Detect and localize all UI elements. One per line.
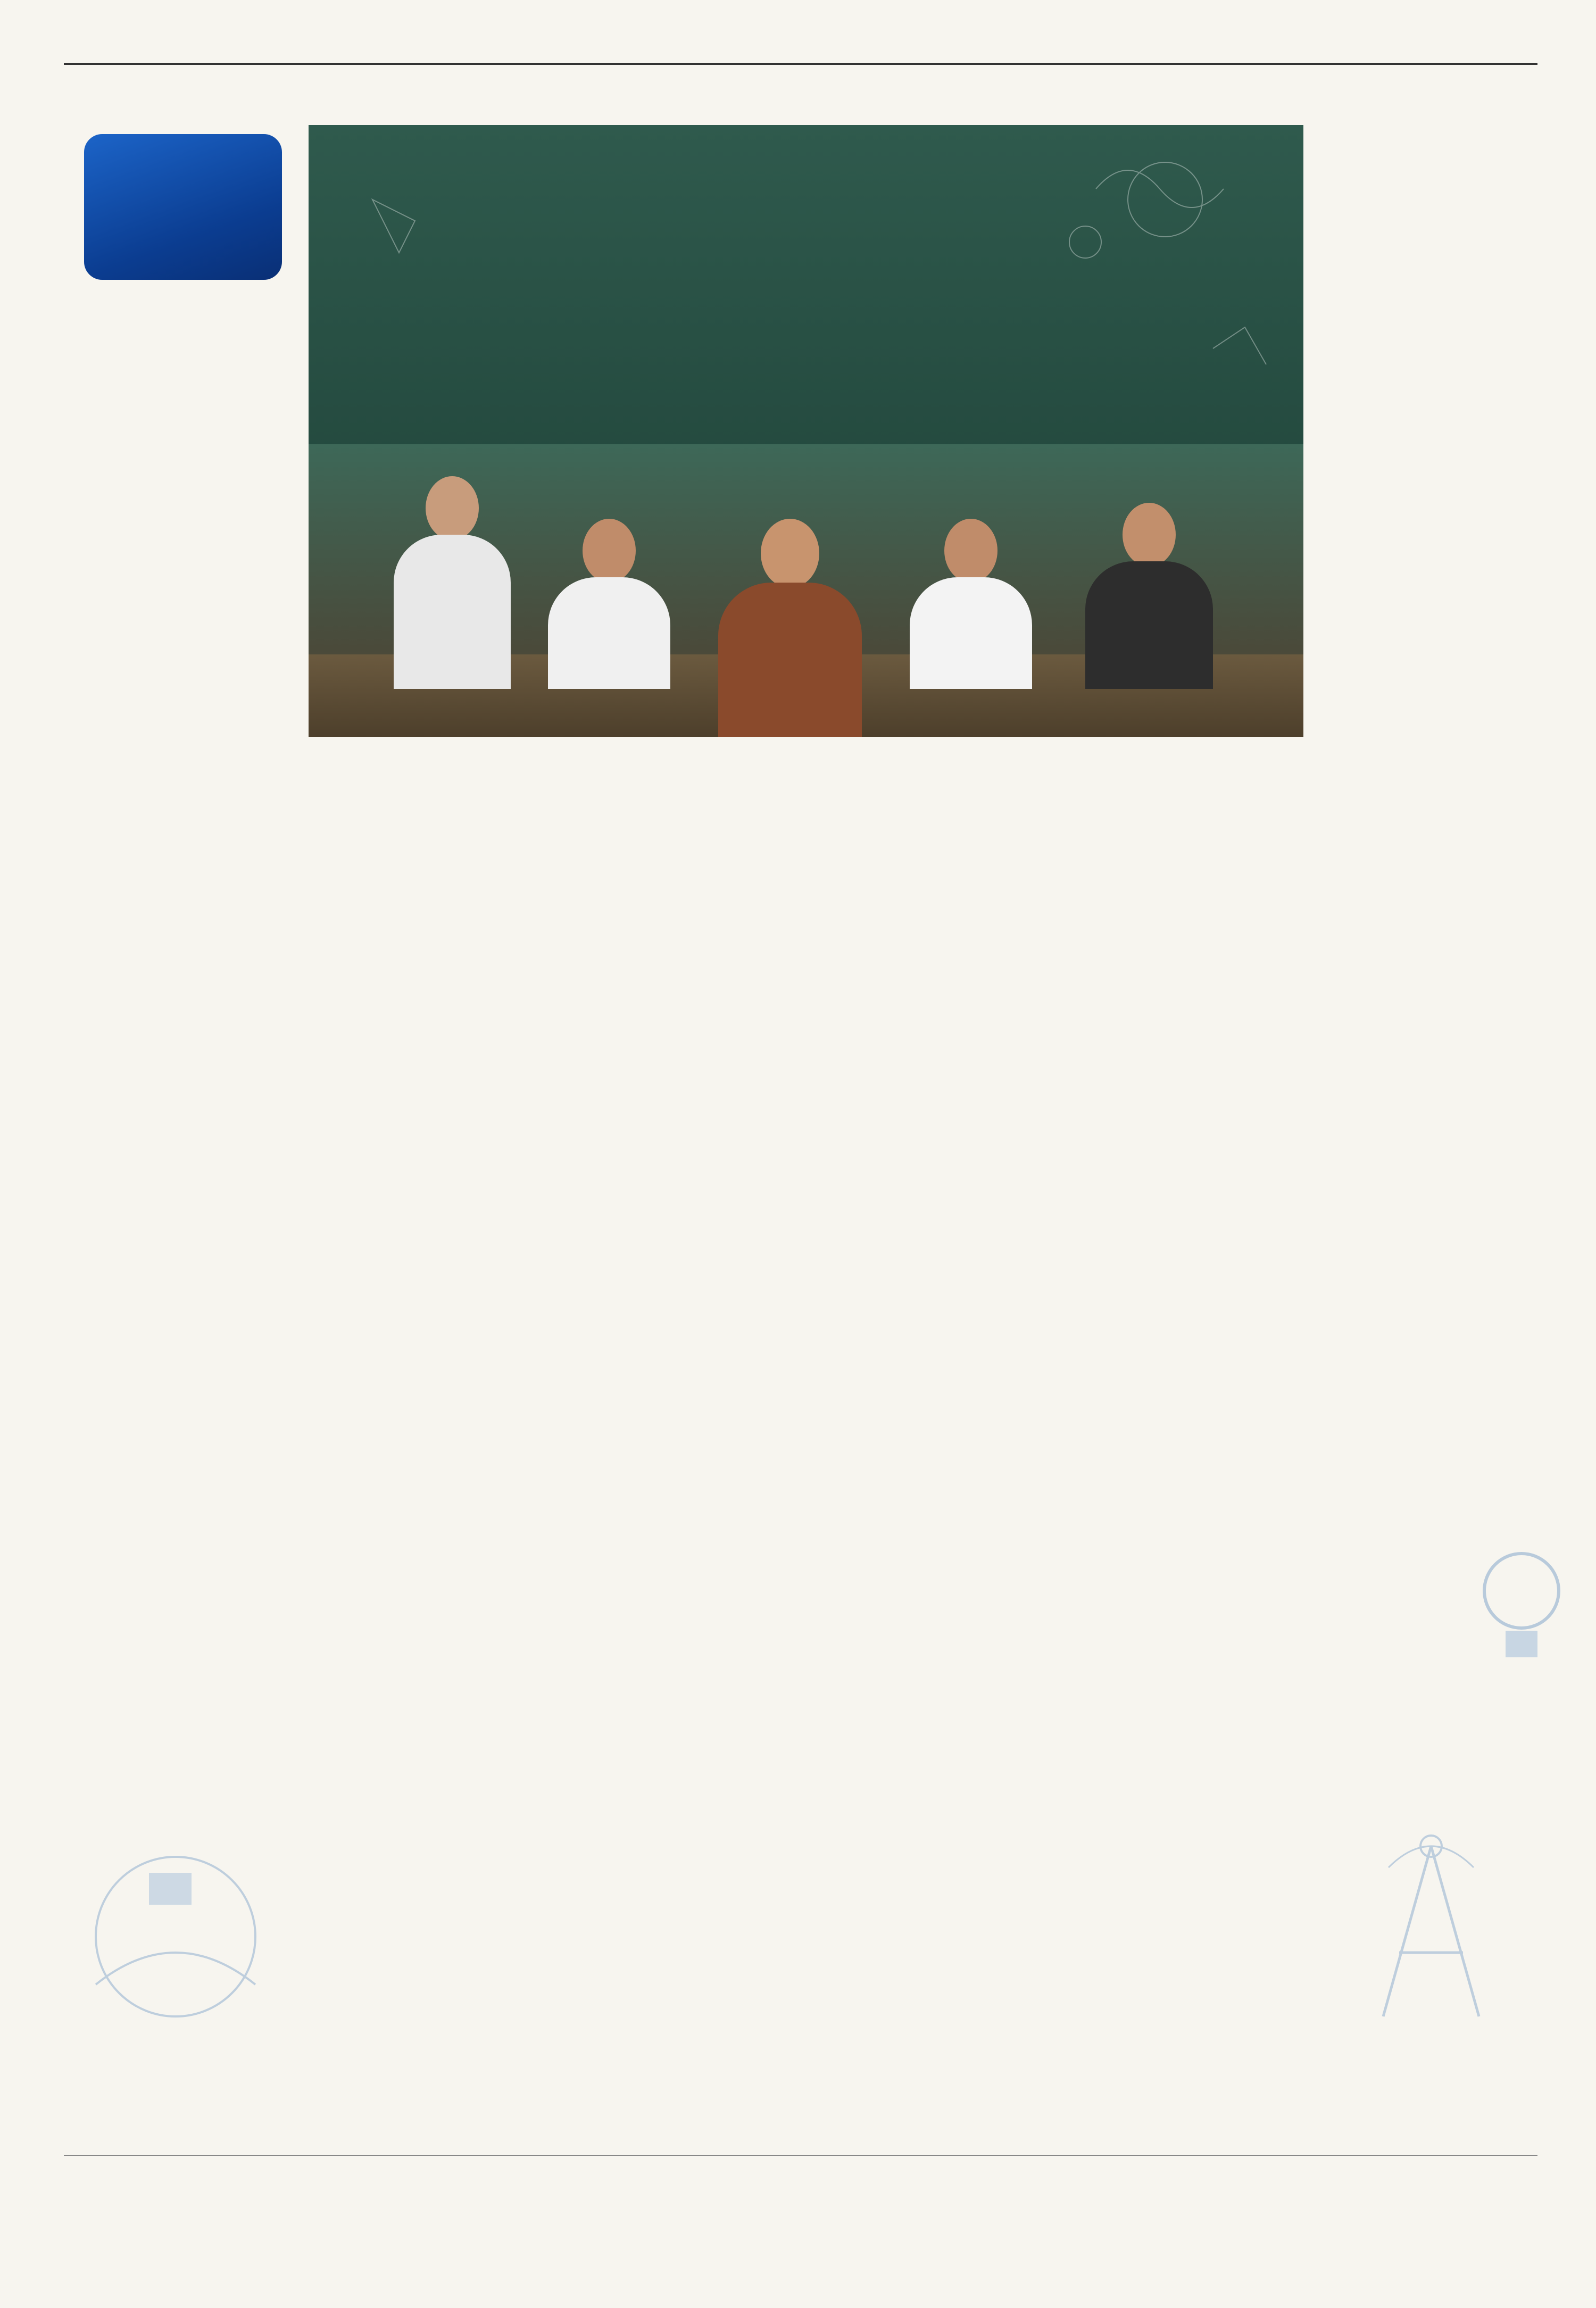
portrait-zhang: [904, 519, 1037, 689]
feature-hero: [309, 125, 1303, 737]
article2-body: [383, 790, 662, 1330]
article5-body: [1404, 253, 1532, 630]
issue-date: [190, 17, 204, 37]
lightbulb-illustration: [1468, 1543, 1575, 1681]
photo-strip: [309, 444, 1303, 737]
portrait-kang: [388, 476, 516, 689]
satellite-illustration: [64, 1825, 287, 2048]
bottom-box: [64, 2155, 1537, 2156]
article4-body-lower: [984, 1341, 1309, 1931]
article3-body-lower: [641, 1458, 984, 2064]
article4-body: [1048, 790, 1309, 1335]
portrait-wang: [713, 519, 867, 737]
portrait-chang: [1080, 503, 1218, 689]
masthead-rule: [64, 63, 1537, 65]
article1-body: [144, 367, 271, 718]
science-month-badge: [84, 134, 282, 280]
tower-illustration: [1319, 1825, 1543, 2027]
article2-body-lower: [309, 1335, 662, 1990]
article3-body: [705, 894, 984, 1452]
bottom-box-frame: [64, 2173, 1537, 2174]
masthead: [0, 0, 1596, 64]
portrait-fan: [543, 519, 676, 689]
article1-body-lower: [64, 718, 271, 1766]
